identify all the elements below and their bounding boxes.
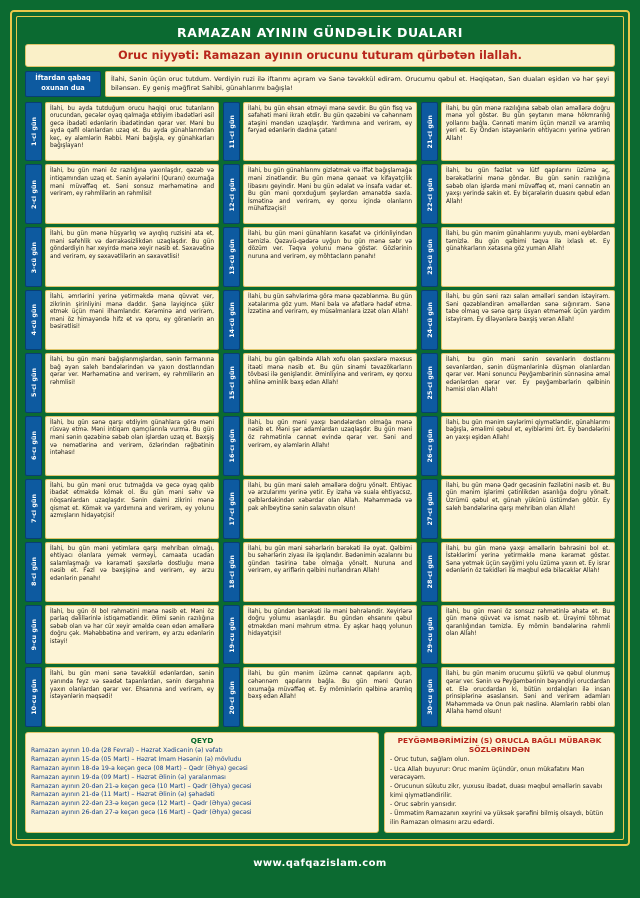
poster-frame bbox=[10, 10, 630, 846]
day-number-badge bbox=[223, 164, 240, 224]
day-number-badge bbox=[25, 605, 42, 665]
day-number-label: 4-cü gün bbox=[29, 304, 38, 336]
days-column-1 bbox=[25, 102, 219, 728]
day-number-badge bbox=[223, 605, 240, 665]
day-number-badge bbox=[25, 353, 42, 413]
day-number-badge bbox=[421, 353, 438, 413]
day-text: İlahi, bu gün məni saleh əməllərə doğru yönəlt. Ehtiyac və arzularımı yerinə yetir. Ey izaha və suala ehtiyacsız, qəlblərdəkindən xəbərdar olan Allah. Məhəmmədə və pak əhlbeytinə sənin salavatın olsun! bbox=[243, 479, 417, 539]
day-text: İlahi, bu gün məni öz razılığına yaxınlaşdır, qəzəb və intiqamından uzaq et. Sənin ayələrini (Quranı) oxumağa məni müvəffəq et. Səni sonsuz mərhəmətinə and verirəm, ey rəhmlilərin ən rəhmlisi! bbox=[45, 164, 219, 224]
day-number-label: 10-cu gün bbox=[29, 679, 38, 716]
hadis-item: - Oruc səbrin yarısıdır. bbox=[390, 800, 457, 808]
day-text: İlahi, bu gün məni sənin sevənlərin dostlarını sevənlərdən, sənin düşmənlərinlə düşmən olanlardan qərar ver. Məni sonuncu Peyğəmbərinin sünnəsinə əməl edənlərdən qərar ver. Ey peyğəmbərlərin qəlbinin həmisi olan Allah! bbox=[441, 353, 615, 413]
day-number-label: 6-cı gün bbox=[29, 431, 38, 461]
day-text: İlahi, bu gün mənə Qədr gecəsinin fəzilətini nəsib et. Bu gün mənim işlərimi çətinlikdən asanlığa doğru yönəlt. Üzrümü qəbul et, günah yükünü üstümdən götür. Ey saleh bəndələrinə qarşı mehriban olan Allah! bbox=[441, 479, 615, 539]
day-card bbox=[223, 605, 417, 665]
day-number-label: 15-ci gün bbox=[227, 366, 236, 400]
day-number-badge bbox=[25, 667, 42, 727]
qeyd-panel bbox=[25, 732, 379, 833]
day-number-label: 3-cü gün bbox=[29, 241, 38, 273]
day-number-badge bbox=[25, 164, 42, 224]
hadis-item: - Ümmətim Ramazanın xeyrini və yüksək şərəfini bilmiş olsaydı, bütün ilin Ramazan olmasını arzu edərdi. bbox=[390, 810, 604, 826]
qeyd-item: Ramazan ayının 19-da (09 Mart) – Həzrət Əlinin (ə) yaralanması bbox=[31, 773, 226, 781]
day-number-label: 19-cu gün bbox=[227, 616, 236, 653]
day-number-badge bbox=[421, 605, 438, 665]
day-card bbox=[223, 102, 417, 162]
niyyet-banner bbox=[25, 44, 615, 67]
day-text: İlahi, bu gün mənə razılığına səbəb olan əməllərə doğru mənə yol göstər. Bu gün şeytanın mənə hökmranlığ yollarını bağla. Cənnəti mənim üçün mənzil və aramlıq yeri et. Ey Öndən istəyənlərin ehtiyacını yerinə yetirən Allah! bbox=[441, 102, 615, 162]
day-card bbox=[223, 353, 417, 413]
day-text: İlahi, bu gün mənim üzümə cənnət qapılarını açıb, cəhənnəm qapılarını bağla. Bu gün məni Quran oxumağa müvəffəq et. Ey möminlərin qəlbinə aramlıq bəxş edən Allah! bbox=[243, 667, 417, 727]
day-number-badge bbox=[25, 102, 42, 162]
day-text: İlahi, bu gün mənə hüşyarlıq və ayıqlıq ruzisini ata et, məni səfehlik və dərrakəsizlikdən uzaqlaşdır. Bu gün göndərdiyin hər xeyirdə mənə xeyir nəsib et. Səxavətinə and verirəm, ey səxavətlilərin ən səxavətlisi! bbox=[45, 227, 219, 287]
day-number-badge bbox=[223, 416, 240, 476]
day-number-label: 24-cü gün bbox=[425, 302, 434, 338]
hadis-item: - Oruc tutun, sağlam olun. bbox=[390, 756, 470, 764]
iftar-dua-text: İlahi, Sənin üçün oruc tutdum. Verdiyin ruzi ilə iftarımı açıram və Sənə təvəkkül edirəm. Orucumu qəbul et. Həqiqətən, Sən duaları eşidən və hər şeyi bilənsən. Ey geniş məğfirət Sahibi, günahlarımı bağışla! bbox=[105, 71, 615, 97]
day-number-badge bbox=[25, 479, 42, 539]
day-card bbox=[421, 667, 615, 727]
day-card bbox=[25, 667, 219, 727]
qeyd-item: Ramazan ayının 26-dan 27-ə keçən gecə (16 Mart) – Qədr (Əhya) gecəsi bbox=[31, 809, 252, 817]
day-number-badge bbox=[25, 416, 42, 476]
day-number-label: 29-cu gün bbox=[425, 616, 434, 653]
days-grid bbox=[25, 102, 615, 728]
day-number-label: 22-ci gün bbox=[425, 177, 434, 212]
day-text: İlahi, bu gün məni sənə təvəkkül edənlərdən, sənin yanında feyz və səadət tapanlardan, sənin dərgahına yaxın olanlardan qərar ver. Ehsanına and verirəm, ey istəyənlərin məqsədi! bbox=[45, 667, 219, 727]
day-card bbox=[421, 227, 615, 287]
day-card bbox=[25, 542, 219, 602]
day-number-label: 17-ci gün bbox=[227, 492, 236, 526]
hadis-item: - Orucunun sükutu zikr, yuxusu ibadət, duası məqbul əməllərin savabı kimi qiymətləndirilir. bbox=[390, 783, 603, 799]
qeyd-item: Ramazan ayının 10-da (28 Fevral) – Həzrət Xədicənin (ə) vəfatı bbox=[31, 747, 223, 755]
day-text: İlahi, bu gün məni yetimlərə qarşı mehriban olmağı, ehtiyacı olanlara yemək verməyi, camaata ucadan salamlaşmağı və kəraməti şəxslərlə dostluğu mənə nəsib et. Fəzl və bəxşişinə and verirəm, ey arzu edənlərin pənahı! bbox=[45, 542, 219, 602]
day-card bbox=[421, 479, 615, 539]
day-card bbox=[421, 605, 615, 665]
day-text: İlahi, bu gün məni günahların kəsafət və çirkinliyindən təmizlə. Qəzavü-qədərə uyğun bu gün mənə səbr və dözüm ver. Təqva yolunu mənə göstər. Gözlərinin nuruna and verirəm, ey möhtacların pənahı! bbox=[243, 227, 417, 287]
qeyd-item: Ramazan ayının 18-də 19-a keçən gecə (08 Mart) – Qədr (Əhya) gecəsi bbox=[31, 764, 248, 772]
qeyd-item: Ramazan ayının 21-də (11 Mart) – Həzrət Əlinin (ə) şəhadəti bbox=[31, 791, 215, 799]
poster-inner bbox=[16, 16, 624, 840]
day-number-badge bbox=[223, 667, 240, 727]
day-number-label: 27-ci gün bbox=[425, 492, 434, 526]
day-text: İlahi, bu gün məni səhərlərin bərəkəti ilə oyat. Qəlbimi bu səhərlərin ziyası ilə işıqlandır. Bədənimin əzalarını bu gündən təsirinə tabe olmağa yönəlt. Nuruna and verirəm, ey ariflərin qəlbini nurlandıran Allah! bbox=[243, 542, 417, 602]
day-number-badge bbox=[421, 102, 438, 162]
day-number-badge bbox=[421, 227, 438, 287]
day-text: İlahi, bu gün səni razı salan əməlləri səndən istəyirəm. Səni qəzəbləndirən əməllərdən sənə sığınıram. Sənə tabe olmaq və sənə qarşı üsyan etməmək üçün yardım istəyirəm. Ey diləyənlərə bəxşiş verən Allah! bbox=[441, 290, 615, 350]
day-number-label: 5-ci gün bbox=[29, 368, 38, 398]
day-number-label: 12-ci gün bbox=[227, 177, 236, 212]
day-text: İlahi, əmrlərini yerinə yetirməkdə mənə qüvvət ver, zikrinin şirinliyini mənə daddır. Şənə layiqincə şükr etmək üçün məni ilhamlandır. Kərəminə and verirəm, məni öz himayəndə hifz et və qoru, ey görənlərin ən bəsirətlisi! bbox=[45, 290, 219, 350]
day-number-label: 20-ci gün bbox=[227, 680, 236, 715]
day-card bbox=[421, 542, 615, 602]
day-number-badge bbox=[421, 542, 438, 602]
day-number-badge bbox=[223, 542, 240, 602]
day-number-badge bbox=[223, 227, 240, 287]
day-text: İlahi, bu gün mənim orucumu şükrlü və qəbul olunmuş qərar ver. Sənin və Peyğəmbərinin bəyəndiyi orucdardan et. Elə orucdardan ki, bütün xırdalıqları ilə insan prinsiplərinə əsaslansın. Səni and verirəm adamları Məhəmmədə və Onun pak nəslinə. Aləmlərin rəbbi olan Allaha həmd olsun! bbox=[441, 667, 615, 727]
day-text: İlahi, bu gün sənə qarşı etdiyim günahlara görə məni rüsvay etmə. Məni intiqam qamçılarınla vurma. Bu gün məni sənin qəzəbinə səbəb olan işlərdən uzaq et. Bəxşiş və nemətlərinə and verirəm, özlərindən rəğbətinin intəhası! bbox=[45, 416, 219, 476]
day-card bbox=[223, 416, 417, 476]
day-text: İlahi, bu gün günahlarımı gizlətmək və iffət bağışlamağa məni zinətləndir. Bu gün mənə qənaət və kifayətçilik libasını geyindir. Məni bu gün ədalət və insafa vadar et. Bu gün məni qorxduğum şeylərdən əmanətdə saxla. İsmətinə and verirəm, ey qorxu içində olanların mühafizəçisi! bbox=[243, 164, 417, 224]
day-card bbox=[25, 416, 219, 476]
day-number-label: 26-cı gün bbox=[425, 429, 434, 463]
day-number-label: 25-ci gün bbox=[425, 366, 434, 400]
day-number-label: 23-cü gün bbox=[425, 239, 434, 276]
day-number-badge bbox=[223, 102, 240, 162]
day-number-label: 21-ci gün bbox=[425, 114, 434, 149]
iftar-dua-label-line2: oxunan dua bbox=[41, 83, 85, 92]
day-text: İlahi, bu gün fəzilət və lütf qapılarını üzümə aç, bərəkətlərini mənə göndər. Bu gün sənin razılığına səbəb olan işlərdə məni müvəffəq et, məni cənnətin ən yaxşı yerində sakin et. Ey biçarələrin duasını qəbul edən Allah! bbox=[441, 164, 615, 224]
day-number-badge bbox=[25, 227, 42, 287]
day-number-label: 16-cı gün bbox=[227, 429, 236, 463]
day-card bbox=[223, 479, 417, 539]
day-number-label: 13-cü gün bbox=[227, 239, 236, 276]
day-text: İlahi, bu gün səhvlərimə görə mənə qəzəblənmə. Bu gün xətalarıma göz yum. Məni bəla və afətlərə hədəf etmə. İzzətinə and verirəm, ey müsəlmanlara izzət olan Allah! bbox=[243, 290, 417, 350]
day-card bbox=[25, 290, 219, 350]
niyyet-heading: Oruc niyyəti: Ramazan ayının orucunu tuturam qürbətən ilallah. bbox=[118, 49, 522, 62]
day-number-badge bbox=[223, 353, 240, 413]
qeyd-item: Ramazan ayının 20-dən 21-ə keçən gecə (10 Mart) – Qədr (Əhya) gecəsi bbox=[31, 782, 252, 790]
hadis-title: PEYĞƏMBƏRİMİZİN (S) ORUCLA BAĞLI MÜBARƏK SÖZLƏRİNDƏN bbox=[397, 736, 602, 755]
day-card bbox=[421, 164, 615, 224]
day-card bbox=[223, 667, 417, 727]
day-number-badge bbox=[421, 479, 438, 539]
day-number-label: 9-cu gün bbox=[29, 618, 38, 651]
day-number-badge bbox=[421, 290, 438, 350]
day-number-label: 28-ci gün bbox=[425, 554, 434, 589]
day-text: İlahi, bu gün mənim günahlarımı yuyub, məni eyblərdən təmizlə. Bu gün qəlbimi təqva ilə ixlaslı et. Ey günahkarların xətasına göz yuman Allah! bbox=[441, 227, 615, 287]
day-number-label: 14-cü gün bbox=[227, 302, 236, 338]
day-text: İlahi, bu gündən bərəkəti ilə məni bəhrələndir. Xeyirlərə doğru yolumu asanlaşdır. Bu gündən ehsanını qəbul etməkdən məni məhrum etmə. Ey aşkar haqq yolunun hidayətçisi! bbox=[243, 605, 417, 665]
day-number-badge bbox=[25, 290, 42, 350]
day-number-label: 30-cu gün bbox=[425, 679, 434, 716]
day-card bbox=[25, 164, 219, 224]
day-number-badge bbox=[421, 416, 438, 476]
day-card bbox=[421, 290, 615, 350]
day-card bbox=[223, 542, 417, 602]
day-card bbox=[25, 102, 219, 162]
days-column-3 bbox=[421, 102, 615, 728]
iftar-dua-label-line1: İftardan qabaq bbox=[35, 73, 91, 82]
day-card bbox=[223, 290, 417, 350]
day-text: İlahi, bu ayda tutduğum orucu həqiqi oruc tutanların orucundan, gecələr oyaq qalmağa etdiyim ibadətləri əsil gecə ibadəti edənlərin ibadətindən qərar ver. Məni bu ayda qafil olanlardan uzaq et. Bu ayda günahlarımdan keç, ey aləmlərin Rəbbi. Məni bağışla, ey günahkarları bağışlayan! bbox=[45, 102, 219, 162]
day-number-badge bbox=[421, 164, 438, 224]
day-card bbox=[25, 479, 219, 539]
day-card bbox=[421, 102, 615, 162]
page-title: RAMAZAN AYININ GÜNDƏLİK DUALARI bbox=[177, 25, 463, 40]
day-number-label: 2-ci gün bbox=[29, 179, 38, 209]
day-card bbox=[25, 353, 219, 413]
day-text: İlahi, bu gün öl bol rəhmətini mənə nəsib et. Məni öz parlaq dəlillərinlə istiqamətləndir. Əlimi sənin razılığına səbəb olan və hər cür xeyir əməldə ceən edən əməllərə doğru çək. Məhəbbətinə and verirəm, ey arzu edənlərin istəyi! bbox=[45, 605, 219, 665]
hadis-item: - Uca Allah buyurur: Oruc mənim üçündür, onun mükafatını Mən verəcəyəm. bbox=[390, 765, 585, 781]
day-number-badge bbox=[25, 542, 42, 602]
day-card bbox=[421, 416, 615, 476]
day-card bbox=[421, 353, 615, 413]
days-column-2 bbox=[223, 102, 417, 728]
bottom-panels bbox=[25, 732, 615, 833]
day-text: İlahi, bu gün ehsan etməyi mənə sevdir. Bu gün fisq və səfahəti məni ikrah etdir. Bu gün qəzəbini və cəhənnəm atəşini məndən uzaqlaşdır. Yardımına and verirəm, ey fəryad edənlərin dadına çatan! bbox=[243, 102, 417, 162]
qeyd-item: Ramazan ayının 22-dən 23-ə keçən gecə (12 Mart) – Qədr (Əhya) gecəsi bbox=[31, 800, 252, 808]
hadis-panel bbox=[384, 732, 615, 833]
day-number-label: 7-ci gün bbox=[29, 494, 38, 524]
day-card bbox=[223, 227, 417, 287]
day-number-badge bbox=[223, 479, 240, 539]
iftar-dua-label bbox=[25, 71, 101, 97]
day-number-label: 18-ci gün bbox=[227, 554, 236, 589]
day-card bbox=[223, 164, 417, 224]
qeyd-item: Ramazan ayının 15-də (05 Mart) – Həzrət İmam Həsənin (ə) mövludu bbox=[31, 756, 242, 764]
day-text: İlahi, bu gün məni bağışlanmışlardan, sənin fərmanına bağ əyən saleh bəndələrindən və yaxın dostlarından qərar ver. Mərhəmətinə and verirəm, ey rəhmlilərin ən rəhmlisi! bbox=[45, 353, 219, 413]
day-card bbox=[25, 227, 219, 287]
day-number-label: 1-ci gün bbox=[29, 116, 38, 146]
day-number-badge bbox=[223, 290, 240, 350]
day-card bbox=[25, 605, 219, 665]
qeyd-title: QEYD bbox=[190, 736, 214, 746]
iftar-dua-row bbox=[25, 71, 615, 97]
day-text: İlahi, bu gün məni oruc tutmağda və gecə oyaq qalıb ibadət etməkdə kömək ol. Bu gün məni səhv və nöqsanlardan uzaqlaşdır. Sənin daimi zikrini mənə qismət et. Kömək və yardımına and verirəm, ey yolunu azmışların hidayətçisi! bbox=[45, 479, 219, 539]
day-text: İlahi, bu gün məni öz sonsuz rəhmətinlə əhatə et. Bu gün mənə qüvvət və ismət nəsib et. Ürəyimi töhmət qaranlığından təmizlə. Ey mömin bəndələrinə rəhmli olan Allah! bbox=[441, 605, 615, 665]
day-number-label: 11-ci gün bbox=[227, 114, 236, 149]
day-text: İlahi, bu gün mənim səylərimi qiymətləndir, günahlarımı bağışla, əməlimi qəbul et, eyiblərimi ört. Ey bəndələrini ən yaxşı eşidən Allah! bbox=[441, 416, 615, 476]
day-text: İlahi, bu gün qəlbində Allah xofu olan şəxslərə məxsus itaəti mənə nəsib et. Bu gün sinəmi təvazökarların tövbəsi ilə genişləndir. Əminliyinə and verirəm, ey qorxu əhlinə əminlik bəxş edən Allah! bbox=[243, 353, 417, 413]
day-text: İlahi, bu gün mənə yaxşı əməllərin bəhrəsini bol et. İstəklərimi yerinə yetirməklə mənə kəramət göstər. Sənə yetmək üçün səyğimi yolu üzümə yaxın et. Ey israr edənlərin öz təkidləri ilə məqbul edə biləcəklər Allah! bbox=[441, 542, 615, 602]
footer-url[interactable]: www.qafqazislam.com bbox=[253, 858, 387, 869]
day-text: İlahi, bu gün məni yaxşı bəndələrdən olmağa mənə nəsib et. Məni şər adamlardan uzaqlaşdır. Bu gün məni öz rəhmətinlə cənnət evində qərar ver. Səni and verirəm, ey aləmlərin Allahı! bbox=[243, 416, 417, 476]
day-number-label: 8-ci gün bbox=[29, 557, 38, 587]
day-number-badge bbox=[421, 667, 438, 727]
